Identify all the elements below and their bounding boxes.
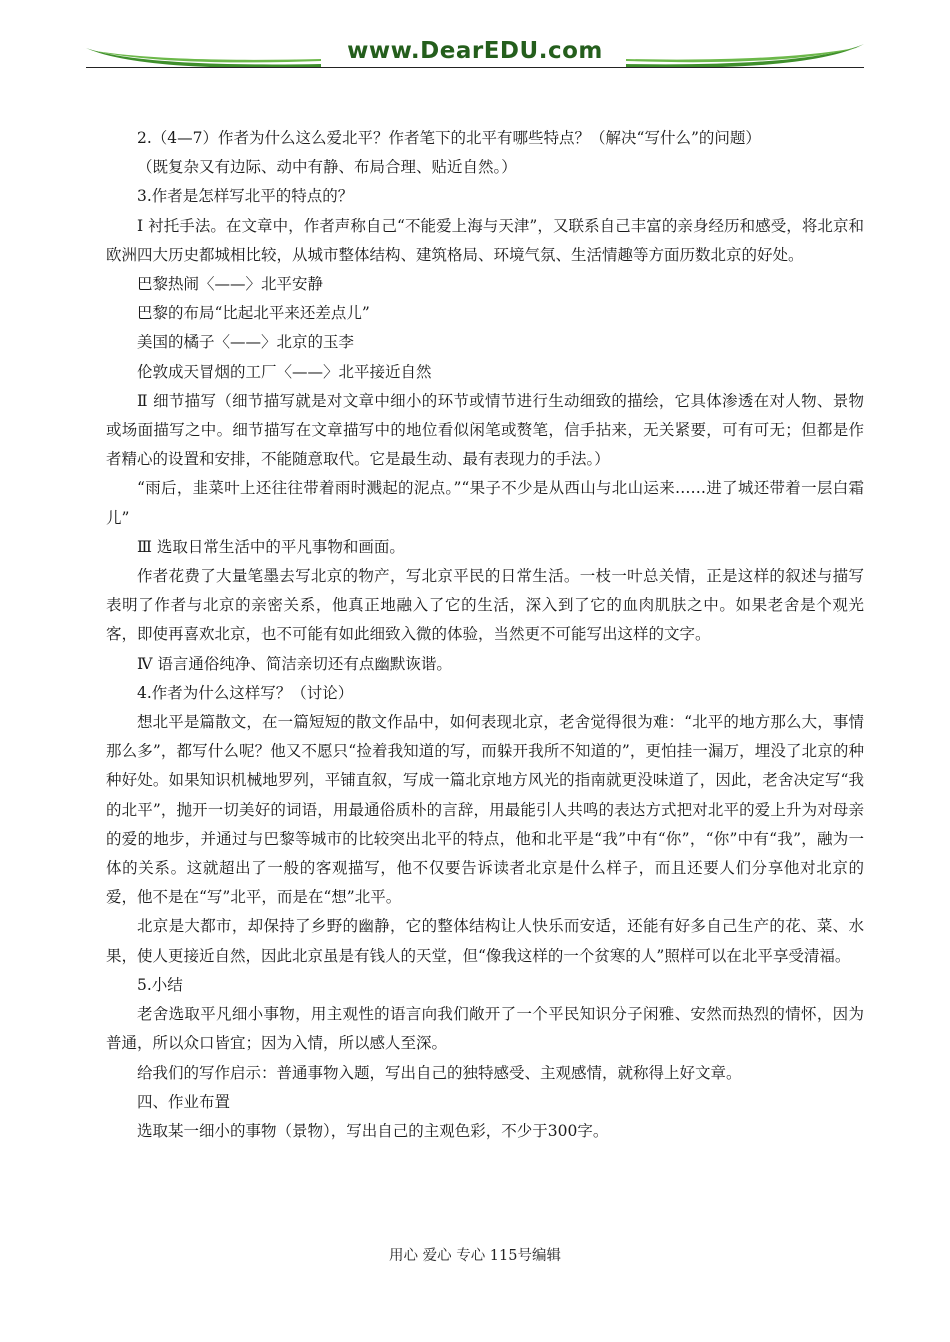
paragraph: Ⅲ 选取日常生活中的平凡事物和画面。 xyxy=(137,537,405,556)
paragraph: Ⅱ 细节描写（细节描写就是对文章中细小的环节或情节进行生动细致的描绘，它具体渗透在对人物、景物或场面描写之中。细节描写在文章描写中的地位看似闲笔或赘笔，信手拈来，无关紧要，可有可无；但都是作者精心的设置和安排，不能随意取代。它是最生动、最有表现力的手法。） xyxy=(106,391,864,469)
paragraph: 2.（4—7）作者为什么这么爱北平？作者笔下的北平有哪些特点？（解决“写什么”的问题） xyxy=(137,129,761,147)
paragraph: 给我们的写作启示：普通事物入题，写出自己的独特感受、主观感情，就称得上好文章。 xyxy=(137,1063,742,1082)
paragraph: 巴黎的布局“比起北平来还差点儿” xyxy=(137,304,370,323)
page-footer: 用心 爱心 专心 115号编辑 xyxy=(388,1248,561,1264)
paragraph: “雨后，韭菜叶上还往往带着雨时溅起的泥点。”“果子不少是从西山与北山运来……进了城还带着一层白霜儿” xyxy=(106,479,864,527)
paragraph: 伦敦成天冒烟的工厂〈——〉北平接近自然 xyxy=(137,362,432,381)
paragraph: 4.作者为什么这样写？（讨论） xyxy=(137,683,354,702)
paragraph: 巴黎热闹〈——〉北平安静 xyxy=(137,275,324,294)
header-rule xyxy=(86,67,864,68)
paragraph: 北京是大都市，却保持了乡野的幽静，它的整体结构让人快乐而安适，还能有好多自己生产的花、菜、水果，使人更接近自然，因此北京虽是有钱人的天堂，但“像我这样的一个贫寒的人”照样可以在北平享受清福。 xyxy=(106,917,864,965)
paragraph: 作者花费了大量笔墨去写北京的物产，写北京平民的日常生活。一枝一叶总关情，正是这样的叙述与描写表明了作者与北京的亲密关系，他真正地融入了它的生活，深入到了它的血肉肌肤之中。如果老舍是个观光客，即使再喜欢北京，也不可能有如此细致入微的体验，当然更不可能写出这样的文字。 xyxy=(106,567,864,644)
paragraph: 选取某一细小的事物（景物），写出自己的主观色彩，不少于300字。 xyxy=(137,1121,609,1140)
paragraph: 老舍选取平凡细小事物，用主观性的语言向我们敞开了一个平民知识分子闲雅、安然而热烈的情怀，因为普通，所以众口皆宜；因为入情，所以感人至深。 xyxy=(106,1005,864,1053)
paragraph: Ⅳ 语言通俗纯净、简洁亲切还有点幽默诙谐。 xyxy=(137,654,452,673)
site-logo-text: www.DearEDU.com xyxy=(347,38,603,64)
paragraph: 四、作业布置 xyxy=(137,1092,231,1111)
paragraph: 想北平是篇散文，在一篇短短的散文作品中，如何表现北京，老舍觉得很为难：“北平的地方那么大，事情那么多”，都写什么呢？他又不愿只“捡着我知道的写，而躲开我所不知道的”，更怕挂一漏万，埋没了北京的种种好处。如果知识机械地罗列，平铺直叙，写成一篇北京地方风光的指南就更没味道了，因此，老舍决定写“我的北平”，抛开一切美好的词语，用最通俗质朴的言辞，用最能引人共鸣的表达方式把对北平的爱上升为对母亲的爱的地步，并通过与巴黎等城市的比较突出北平的特点，他和北平是“我”中有“你”，“你”中有“我”，融为一体的关系。这就超出了一般的客观描写，他不仅要告诉读者北京是什么样子，而且还要人们分享他对北京的爱，他不是在“写”北平，而是在“想”北平。 xyxy=(106,713,864,907)
paragraph: 5.小结 xyxy=(137,975,183,994)
paragraph: 3.作者是怎样写北平的特点的？ xyxy=(137,187,354,206)
page-header xyxy=(86,36,864,76)
paragraph: Ⅰ 衬托手法。在文章中，作者声称自己“不能爱上海与天津”，又联系自己丰富的亲身经历和感受，将北京和欧洲四大历史都城相比较，从城市整体结构、建筑格局、环境气氛、生活情趣等方面历数北京的好处。 xyxy=(106,216,864,264)
paragraph: （既复杂又有边际、动中有静、布局合理、贴近自然。） xyxy=(137,158,517,177)
document-body xyxy=(106,124,864,1146)
paragraph: 美国的橘子〈——〉北京的玉李 xyxy=(137,333,355,352)
